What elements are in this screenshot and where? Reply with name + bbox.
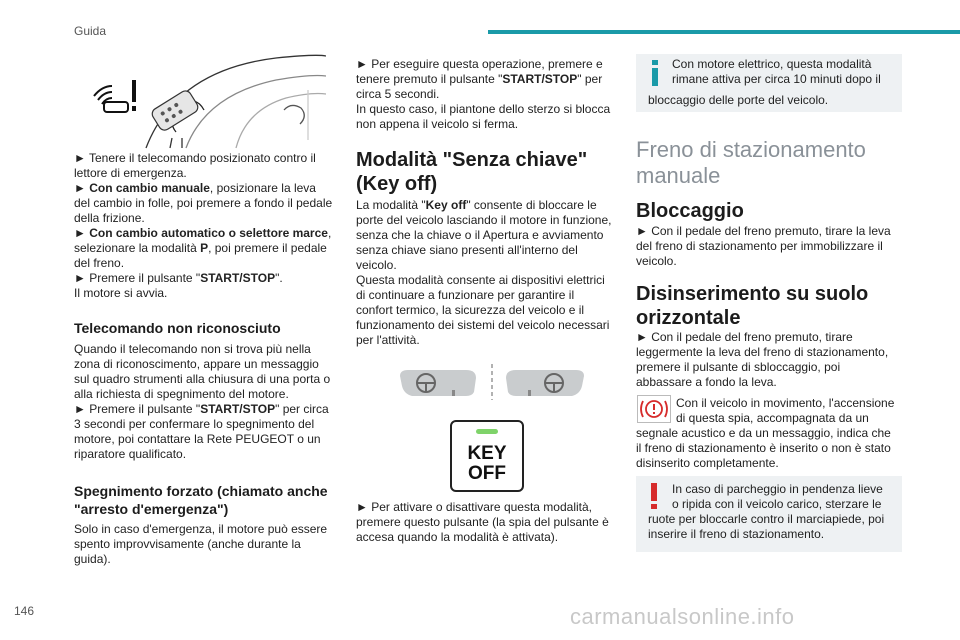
paragraph-locking: [636, 224, 891, 269]
heading-locking: Bloccaggio: [636, 200, 744, 222]
text-line: ►: [74, 181, 90, 195]
text-line: accesa quando la modalità è attivata).: [356, 530, 559, 544]
instruction-hold-remote: [74, 151, 332, 301]
text-line: zona di riconoscimento, appare un messaggio: [74, 357, 319, 371]
text-line: ► Con il pedale del freno premuto, tirare la leva: [636, 224, 891, 238]
text-line: Quando il telecomando non si trova più nella: [74, 342, 311, 356]
text-line: motore, poi contattare la Rete PEUGEOT o un: [74, 432, 321, 446]
heading-remote-not-recognised: Telecomando non riconosciuto: [74, 320, 281, 336]
text-line: rimane attiva per circa 10 minuti dopo il: [672, 72, 881, 86]
bold-text: START/STOP: [200, 402, 276, 416]
key-off-label-top: KEY: [467, 443, 507, 464]
keyless-reader-illustration: [86, 50, 326, 150]
text-line: alla richiesta di spegnimento del motore.: [74, 387, 289, 401]
bold-text: Key off: [425, 198, 467, 212]
text-line: Questa modalità consente ai dispositivi elettrici: [356, 273, 605, 287]
text-line: premere il pulsante di sbloccaggio, poi: [636, 360, 841, 374]
text-line: Disinserimento su suolo: [636, 283, 869, 305]
text-line: " consente di bloccare le: [466, 198, 597, 212]
text-line: Con il veicolo in movimento, l'accensione: [676, 396, 895, 410]
paragraph-remote-not-recognised: [74, 342, 330, 462]
text-line: sul quadro strumenti alla chiusura di una porta o: [74, 372, 331, 386]
bold-text: P: [200, 241, 209, 255]
paragraph-key-off-mode: [356, 198, 611, 348]
text-line: "arresto d'emergenza"): [74, 501, 229, 517]
text-line: di continuare a funzionare per garantire il: [356, 288, 575, 302]
heading-release-level-ground: [636, 282, 868, 330]
text-line: orizzontale: [636, 307, 741, 329]
text-line: abbassare a fondo la leva.: [636, 375, 777, 389]
text-line: veicolo.: [356, 258, 397, 272]
text-line: per l'attività.: [356, 333, 420, 347]
key-off-led: [476, 429, 498, 434]
warning-text-slope-cont: [648, 512, 884, 542]
watermark: carmanualsonline.info: [570, 604, 795, 629]
text-line: ► Per attivare o disattivare questa modalità,: [356, 500, 592, 514]
text-line: spento improvvisamente (anche durante la: [74, 537, 301, 551]
text-line: ,: [327, 226, 332, 240]
text-line: , posizionare la leva: [209, 181, 316, 195]
paragraph-release: [636, 330, 888, 390]
text-line: ruote per bloccarle contro il marciapiede, poi: [648, 512, 885, 526]
text-line: leggermente la leva del freno di stazionamento,: [636, 345, 889, 359]
info-icon: [650, 60, 660, 86]
exclamation-icon: [649, 483, 659, 509]
text-line: riparatore qualificato.: [74, 447, 187, 461]
text-line: ► Per eseguire questa operazione, premere e: [356, 57, 603, 71]
text-line: selezionare la modalità: [74, 241, 201, 255]
running-header: Guida: [74, 24, 107, 38]
info-text-electric: [672, 57, 881, 87]
paragraph-warning-light-cont: [636, 426, 891, 471]
text-line: del cambio in folle, poi premere a fondo il pedale: [74, 196, 333, 210]
key-warning-icon: [94, 80, 136, 112]
text-line: ►: [74, 226, 90, 240]
text-line: della frizione.: [74, 211, 145, 225]
info-text-electric-end: bloccaggio delle porte del veicolo.: [648, 93, 829, 107]
text-line: guida).: [74, 552, 111, 566]
text-line: del freno.: [74, 256, 125, 270]
header-accent-bar: [488, 30, 960, 34]
heading-key-off-mode: [356, 148, 587, 196]
text-line: di questa spia, accompagnata da un: [676, 411, 869, 425]
text-line: manuale: [636, 163, 721, 188]
text-line: premere questo pulsante (la spia del pulsante è: [356, 515, 609, 529]
text-line: senza che la chiave o il Apertura e avviamento: [356, 228, 604, 242]
text-line: Il motore si avvia.: [74, 286, 168, 300]
text-line: non appena il veicolo si ferma.: [356, 117, 519, 131]
text-line: disinserito completamente.: [636, 456, 779, 470]
text-line: Spegnimento forzato (chiamato anche: [74, 483, 328, 499]
text-line: inserire il freno di stazionamento.: [648, 527, 825, 541]
text-line: segnale acustico e da un messaggio, indica che: [636, 426, 891, 440]
paragraph-warning-light: [676, 396, 894, 426]
page-number: 146: [14, 604, 35, 618]
dashboard-illustration: [396, 364, 588, 400]
text-line: ► Tenere il telecomando posizionato contro il: [74, 151, 316, 165]
text-line: tenere premuto il pulsante ": [356, 72, 503, 86]
text-line: Con motore elettrico, questa modalità: [672, 57, 872, 71]
heading-manual-parking-brake: [636, 137, 866, 189]
text-line: " per: [577, 72, 603, 86]
bold-text: Con cambio automatico o selettore marce: [89, 226, 328, 240]
text-line: In questo caso, il piantone dello sterzo si blocca: [356, 102, 611, 116]
text-line: porte del veicolo lasciando il motore in funzione,: [356, 213, 612, 227]
text-line: ► Premere il pulsante ": [74, 271, 201, 285]
text-line: Modalità "Senza chiave": [356, 149, 588, 171]
text-line: lettore di emergenza.: [74, 166, 187, 180]
brake-warning-icon: [637, 395, 671, 423]
paragraph-activate-key-off: [356, 500, 609, 545]
paragraph-forced-shutdown: [74, 522, 327, 567]
text-line: o ripida con il veicolo carico, sterzare le: [672, 497, 882, 511]
text-line: (Key off): [356, 173, 438, 195]
bold-text: START/STOP: [502, 72, 578, 86]
text-line: Freno di stazionamento: [636, 137, 866, 162]
text-line: " per circa: [275, 402, 329, 416]
text-line: il freno di stazionamento è inserito o non è stato: [636, 441, 891, 455]
text-line: del freno di stazionamento per immobilizzare il: [636, 239, 883, 253]
bold-text: Con cambio manuale: [89, 181, 210, 195]
text-line: senza chiave siano presenti all'interno del: [356, 243, 578, 257]
text-line: circa 5 secondi.: [356, 87, 440, 101]
heading-forced-shutdown: [74, 482, 328, 518]
paragraph-hold-start-stop: [356, 57, 610, 132]
key-off-button: [450, 420, 524, 492]
text-line: La modalità ": [356, 198, 426, 212]
text-line: funzionamento dei sistemi del veicolo necessari: [356, 318, 610, 332]
warning-text-slope: [672, 482, 883, 512]
text-line: ".: [275, 271, 283, 285]
text-line: ► Con il pedale del freno premuto, tirare: [636, 330, 853, 344]
key-off-label-bottom: OFF: [468, 463, 506, 484]
text-line: confort termico, la sicurezza del veicolo e il: [356, 303, 585, 317]
text-line: ► Premere il pulsante ": [74, 402, 201, 416]
text-line: 3 secondi per confermare lo spegnimento del: [74, 417, 315, 431]
text-line: , poi premere il pedale: [208, 241, 327, 255]
text-line: veicolo.: [636, 254, 677, 268]
bold-text: START/STOP: [200, 271, 276, 285]
text-line: In caso di parcheggio in pendenza lieve: [672, 482, 883, 496]
text-line: Solo in caso d'emergenza, il motore può essere: [74, 522, 328, 536]
